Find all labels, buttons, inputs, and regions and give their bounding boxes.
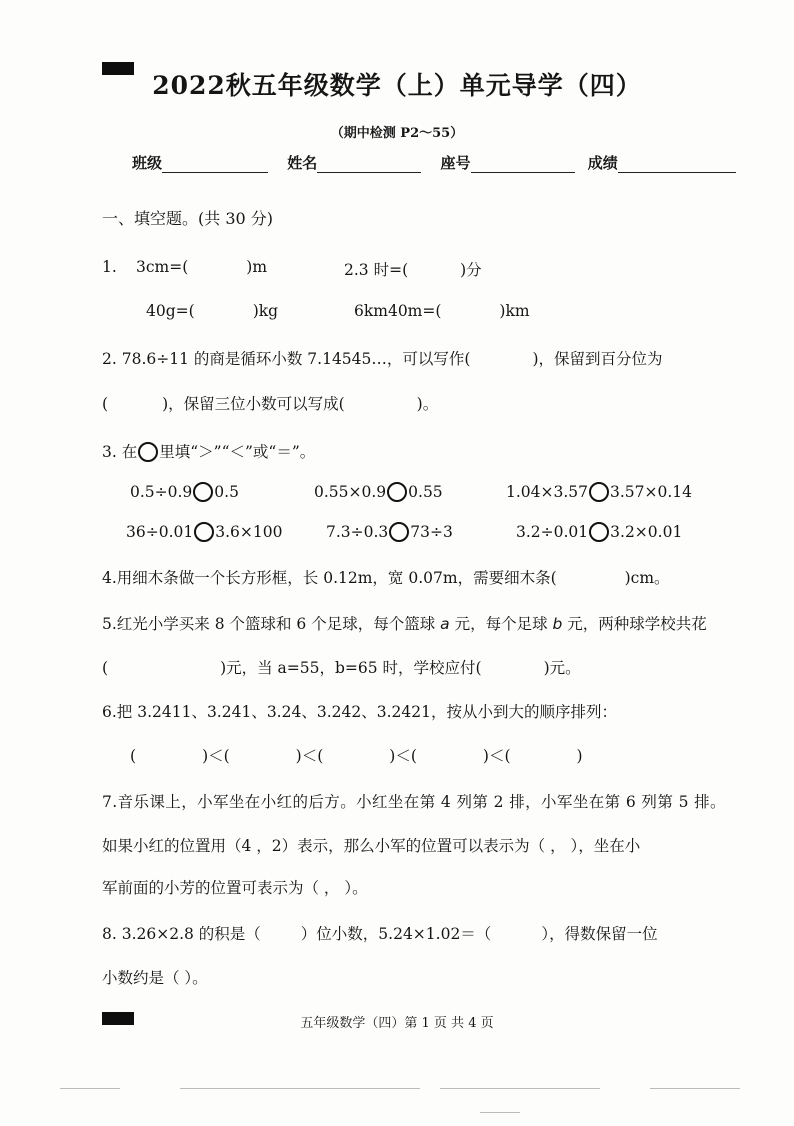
q3-item: 0.5÷0.9 0.5 — [130, 483, 239, 501]
circle-blank-icon — [138, 442, 158, 462]
scan-line — [480, 1112, 520, 1113]
q1-item-b: 2.3 时=( )分 — [344, 261, 482, 279]
compare-circle[interactable] — [194, 522, 214, 542]
section-heading: 一、填空题。(共 30 分) — [102, 209, 274, 228]
compare-circle[interactable] — [589, 482, 609, 502]
q5-line-1: 5.红光小学买来 8 个篮球和 6 个足球，每个篮球 a 元，每个足球 b 元，两种球学校共花 — [102, 615, 707, 633]
scan-line — [60, 1088, 120, 1089]
q6-blanks: ( )＜( )＜( )＜( )＜( ) — [130, 747, 583, 765]
q3-item: 0.55×0.9 0.55 — [314, 483, 443, 501]
q2-line-2: ( )，保留三位小数可以写成( )。 — [102, 395, 439, 413]
q3-instruction: 3. 在 里填“＞”“＜”或“＝”。 — [102, 443, 316, 461]
compare-circle[interactable] — [589, 522, 609, 542]
seat-field[interactable] — [471, 156, 575, 173]
scan-line — [180, 1088, 420, 1089]
q5-line-2: ( )元，当 a=55，b=65 时，学校应付( )元。 — [102, 659, 581, 677]
score-field[interactable] — [618, 156, 736, 173]
name-label: 姓名 — [287, 154, 318, 172]
scan-line — [650, 1088, 740, 1089]
page-subtitle: （期中检测 P2～55） — [330, 126, 464, 141]
name-field[interactable] — [317, 156, 421, 173]
class-label: 班级 — [132, 154, 163, 172]
q7-line-3: 军前面的小芳的位置可表示为（ ， ）。 — [102, 879, 368, 897]
q2-line-1: 2. 78.6÷11 的商是循环小数 7.14545…，可以写作( )，保留到百分位为 — [102, 350, 663, 368]
q3-item: 7.3÷0.3 73÷3 — [326, 523, 453, 541]
seat-label: 座号 — [440, 154, 471, 172]
q3-item: 1.04×3.57 3.57×0.14 — [506, 483, 693, 501]
scan-line — [440, 1088, 600, 1089]
q8-line-1: 8. 3.26×2.8 的积是（ ）位小数，5.24×1.02＝（ ），得数保留一位 — [102, 925, 658, 943]
q3-item: 3.2÷0.01 3.2×0.01 — [516, 523, 683, 541]
q1-item-a: 3cm=( )m — [136, 258, 268, 276]
compare-circle[interactable] — [389, 522, 409, 542]
score-label: 成绩 — [587, 154, 618, 172]
q7-line-2: 如果小红的位置用（4 ，2）表示，那么小军的位置可以表示为（ ， ），坐在小 — [102, 837, 641, 855]
q1-item-c: 40g=( )kg — [146, 302, 279, 320]
q7-line-1: 7.音乐课上，小军坐在小红的后方。小红坐在第 4 列第 2 排，小军坐在第 6 列第 5 排。 — [102, 793, 726, 811]
q8-line-2: 小数约是（ ）。 — [102, 969, 208, 987]
q6-line: 6.把 3.2411、3.241、3.24、3.242、3.2421，按从小到大的顺序排列： — [102, 703, 617, 721]
compare-circle[interactable] — [193, 482, 213, 502]
compare-circle[interactable] — [387, 482, 407, 502]
q4-line: 4.用细木条做一个长方形框，长 0.12m，宽 0.07m，需要细木条( )cm。 — [102, 569, 670, 587]
info-row — [132, 152, 736, 173]
q3-item: 36÷0.01 3.6×100 — [126, 523, 283, 541]
class-field[interactable] — [162, 156, 268, 173]
q1-item-d: 6km40m=( )km — [354, 302, 530, 320]
page-title: 2022秋五年级数学（上）单元导学（四） — [152, 71, 642, 100]
q1-number: 1. — [102, 258, 117, 276]
page-footer: 五年级数学（四）第 1 页 共 4 页 — [300, 1016, 494, 1031]
